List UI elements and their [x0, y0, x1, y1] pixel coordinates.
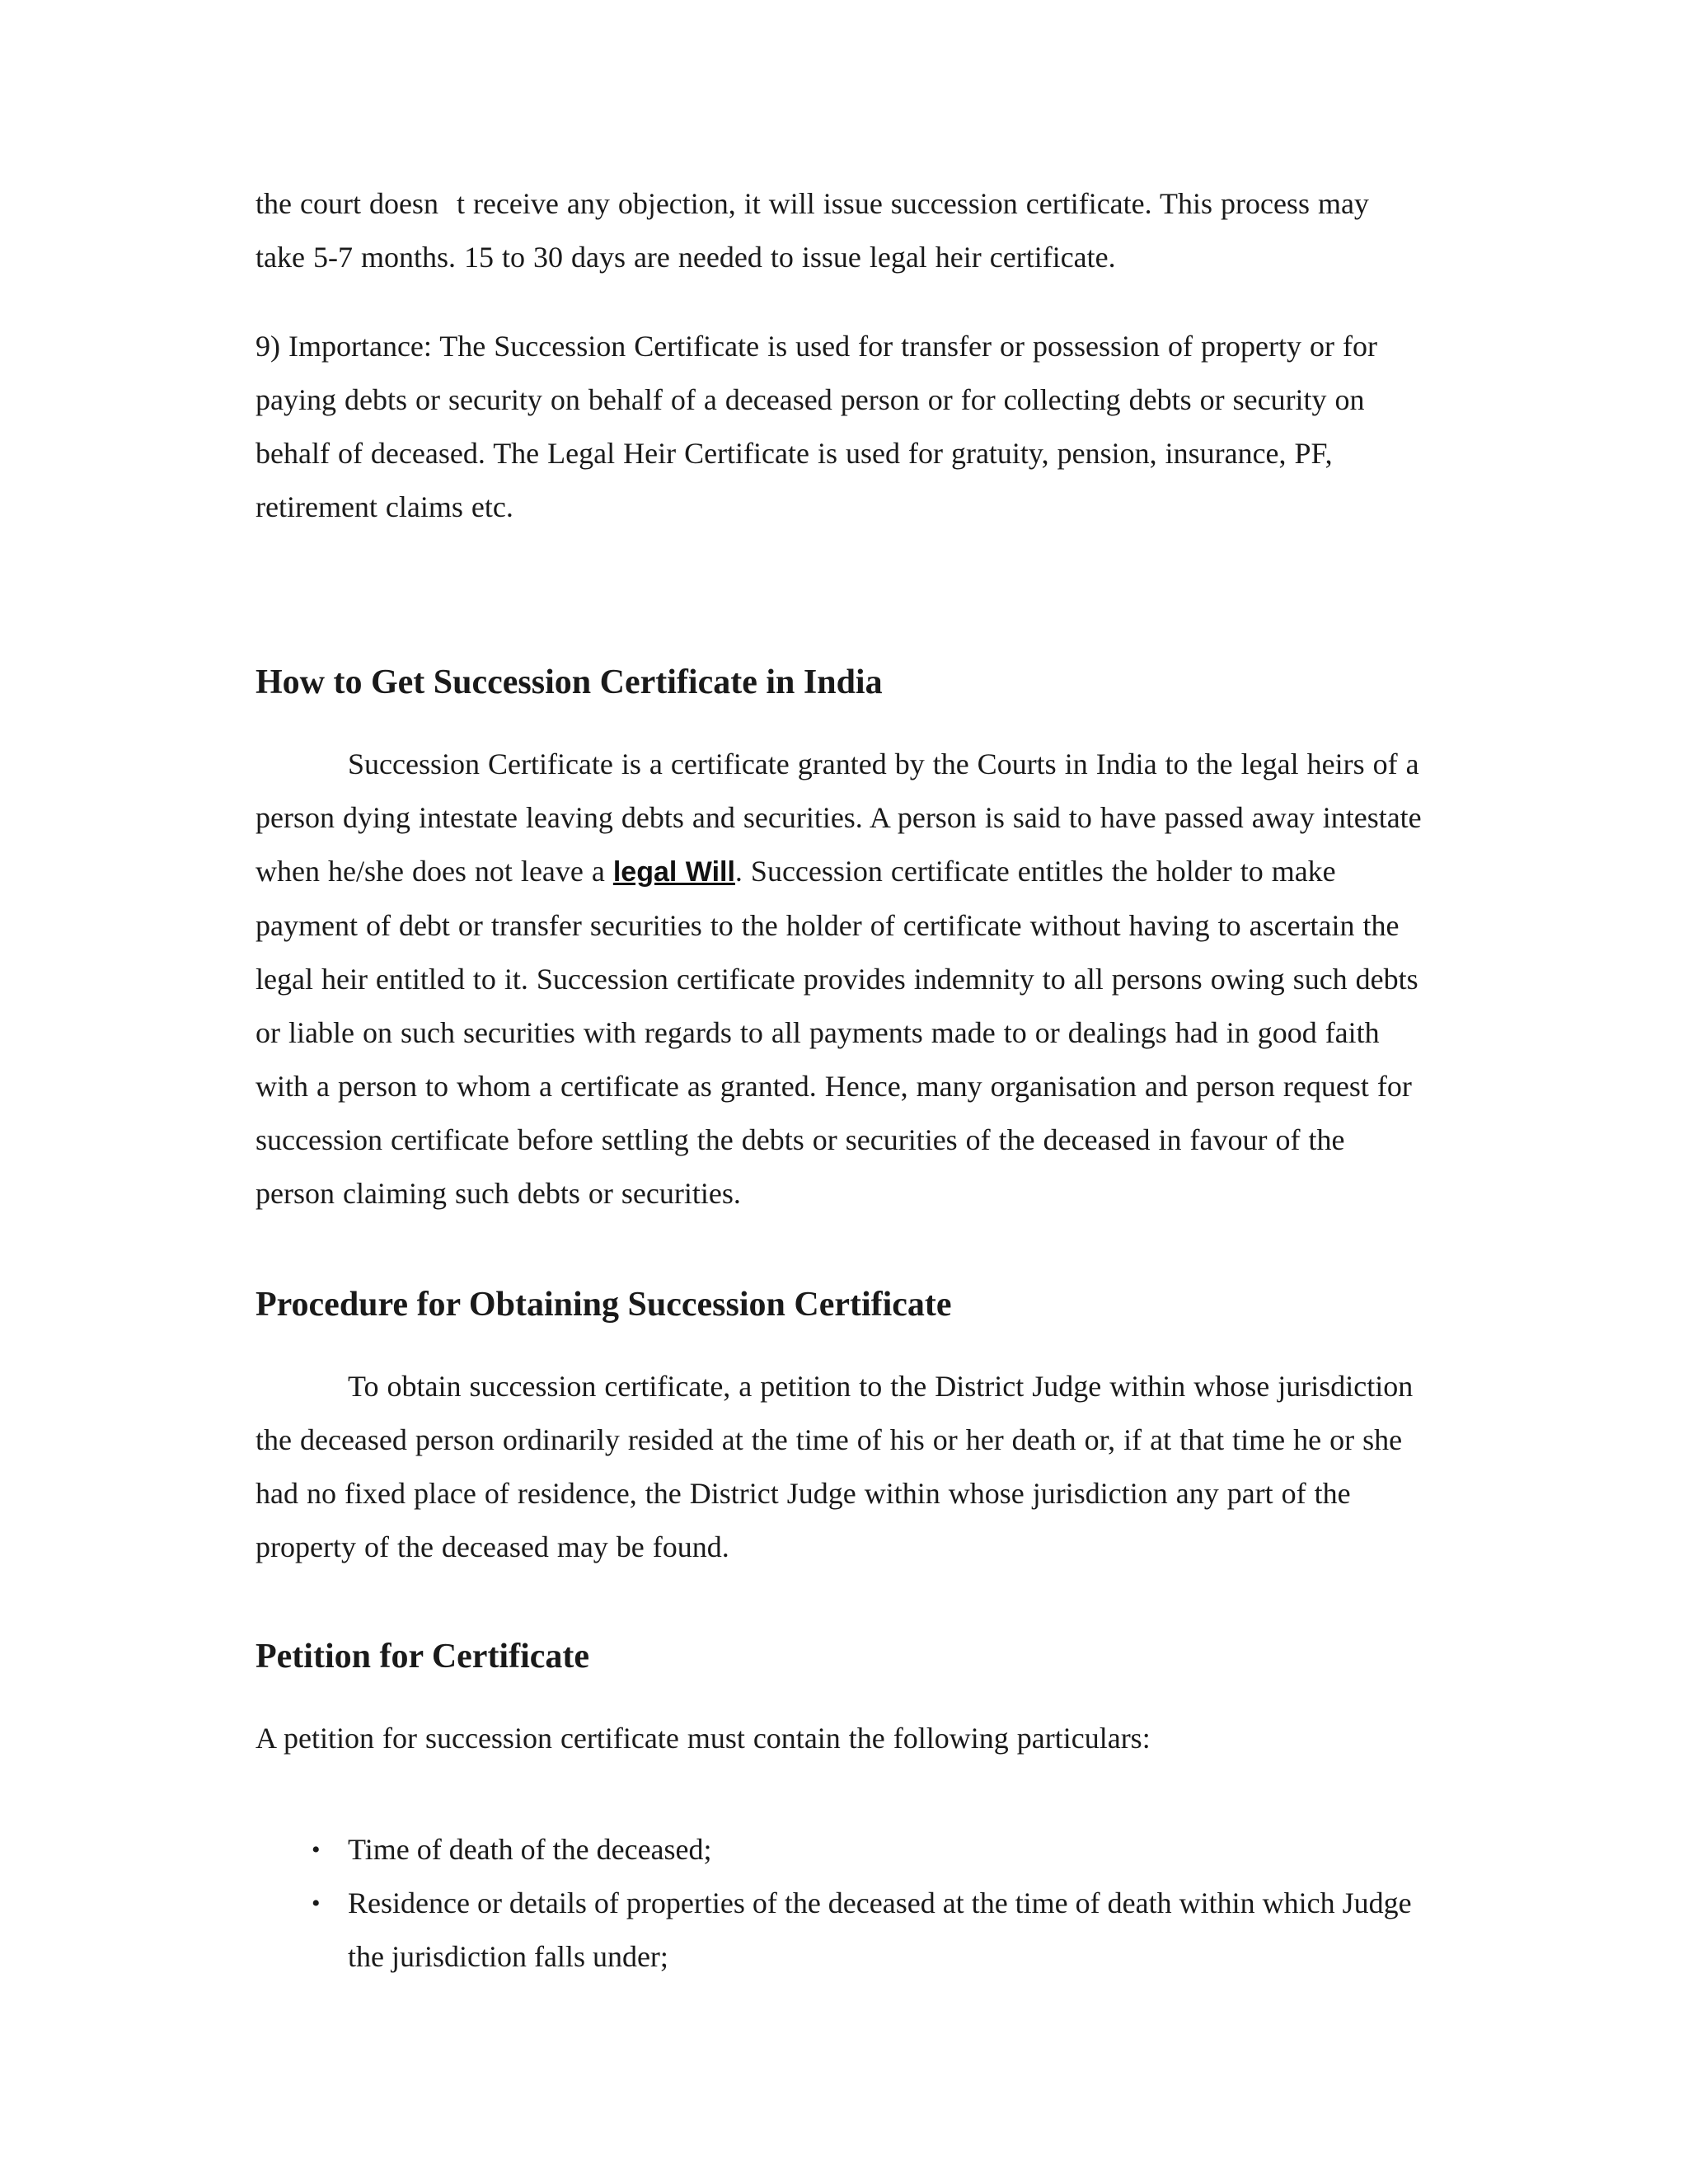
paragraph-1-part-b: t receive any objection, it will issue succession certificate. This process may take 5-7 months. 15 to 30 days are needed to issue legal heir certificate. — [256, 187, 1369, 274]
list-item-text: Time of death of the deceased; — [348, 1833, 712, 1866]
list-item-text: Residence or details of properties of the deceased at the time of death within which Judge the jurisdiction falls under; — [348, 1886, 1412, 1973]
paragraph-petition-intro: A petition for succession certificate must contain the following particulars: — [256, 1722, 1151, 1755]
heading-how-to-get-succession-certificate: How to Get Succession Certificate in India — [256, 663, 883, 701]
paragraph-process-duration — [256, 177, 1426, 284]
paragraph-succession-certificate-definition — [256, 738, 1426, 1221]
legal-will-link[interactable]: legal Will — [612, 856, 735, 888]
list-item — [256, 1877, 1426, 1984]
paragraph-1-part-a: the court doesn — [256, 187, 438, 220]
list-item — [256, 1823, 1426, 1877]
paragraph-procedure: To obtain succession certificate, a petition to the District Judge within whose jurisdiction the deceased person ordinarily resided at the time of his or her death or, if at that time he or she had no fixed place of residence, the District Judge within whose jurisdiction any part of the property of the deceased may be found. — [256, 1370, 1414, 1563]
paragraph-importance: 9) Importance: The Succession Certificate is used for transfer or possession of property or for paying debts or security on behalf of a deceased person or for collecting debts or security on behalf of deceased. The Legal Heir Certificate is used for gratuity, pension, insurance, PF, retirement claims etc. — [256, 330, 1377, 523]
definition-text-before-link: Succession Certificate is a certificate granted by the Courts in India to the legal heirs of a person dying intestate leaving debts and securities. A person is said to have passed away intestate when he/she does not leave a — [256, 748, 1422, 888]
heading-procedure-for-obtaining: Procedure for Obtaining Succession Certificate — [256, 1286, 952, 1324]
definition-text-after-link: . Succession certificate entitles the holder to make payment of debt or transfer securities to the holder of certificate without having to ascertain the legal heir entitled to it. Succession certificate provides indemnity to all persons owing such debts or liable on such securities with regards to all payments made to or dealings had in good faith with a person to whom a certificate as granted. Hence, many organisation and person request for succession certificate before settling the debts or securities of the deceased in favour of the person claiming such debts or securities. — [256, 855, 1418, 1210]
bullet-icon: • — [312, 1890, 321, 1917]
bullet-icon: • — [312, 1836, 321, 1863]
heading-petition-for-certificate: Petition for Certificate — [256, 1638, 590, 1675]
petition-particulars-list — [256, 1823, 1426, 1984]
